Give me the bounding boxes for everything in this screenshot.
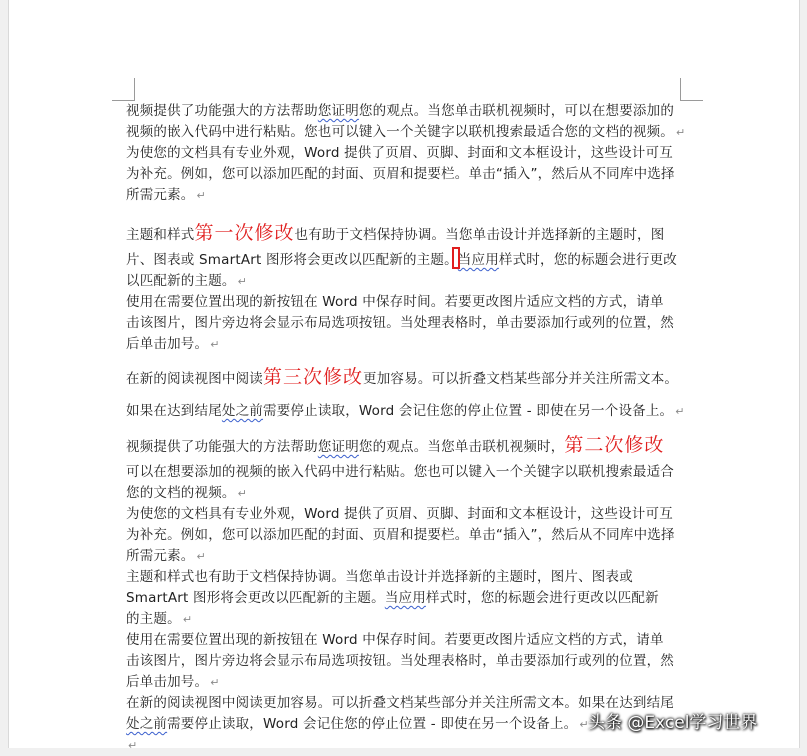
text-line: 视频的嵌入代码中进行粘贴。您也可以键入一个关键字以联机搜索最适合您的文档的视频。 ↵: [126, 124, 686, 140]
text-line: 使用在需要位置出现的新按钮在 Word 中保存时间。若要更改图片适应文档的方式，请单: [126, 632, 664, 648]
revision-label-third: 第三次修改: [263, 366, 364, 388]
text-line: 如果在达到结尾处之前需要停止读取，Word 会记住您的停止位置 - 即使在另一个设备上。 ↵: [126, 403, 685, 419]
spelling-flag: 您证明: [317, 439, 359, 455]
watermark-label: 头条 @Excel学习世界: [588, 713, 758, 733]
text-line: 为使您的文档具有专业外观，Word 提供了页眉、页脚、封面和文本框设计，这些设计可互: [126, 506, 673, 522]
text-line: 为补充。例如，您可以添加匹配的封面、页眉和提要栏。单击“插入”，然后从不同库中选择: [126, 527, 675, 543]
text-cursor-highlight: [452, 247, 460, 269]
text-line: SmartArt 图形将会更改以匹配新的主题。当应用样式时，您的标题会进行更改以匹配新: [126, 590, 659, 606]
paragraph-mark-icon: ↵: [196, 550, 206, 563]
text-line: [126, 735, 696, 756]
top-left-margin-marker: [112, 78, 135, 101]
text-line: 所需元素。 ↵: [126, 187, 206, 203]
text-line: 击该图片，图片旁边将会显示布局选项按钮。当处理表格时，单击要添加行或列的位置，然: [126, 653, 674, 669]
text-line: 所需元素。 ↵: [126, 548, 206, 564]
revision-label-second: 第二次修改: [564, 434, 665, 456]
text-line: 在新的阅读视图中阅读更加容易。可以折叠文档某些部分并关注所需文本。如果在达到结尾: [126, 695, 674, 711]
paragraph-mark-icon: ↵: [237, 275, 248, 288]
paragraph-mark-icon: ↵: [210, 338, 220, 351]
paragraph-mark-icon: ↵: [210, 676, 220, 689]
text-line: 后单击加号。 ↵: [126, 336, 220, 352]
revision-label-first: 第一次修改: [194, 222, 295, 244]
text-line: 为补充。例如，您可以添加匹配的封面、页眉和提要栏。单击“插入”，然后从不同库中选择: [126, 166, 675, 182]
spelling-flag: 处之前: [221, 403, 264, 419]
text-line: 处之前需要停止读取，Word 会记住您的停止位置 - 即使在另一个设备上。 ↵: [126, 716, 589, 732]
text-line: 可以在想要添加的视频的嵌入代码中进行粘贴。您也可以键入一个关键字以联机搜索最适合: [126, 464, 674, 480]
text-line: 使用在需要位置出现的新按钮在 Word 中保存时间。若要更改图片适应文档的方式，请单: [126, 294, 664, 310]
document-body[interactable]: [126, 101, 696, 756]
text-line: 视频提供了功能强大的方法帮助您证明您的观点。当您单击联机视频时，第二次修改: [126, 434, 665, 456]
text-line: 主题和样式第一次修改也有助于文档保持协调。当您单击设计并选择新的主题时，图: [126, 222, 665, 244]
document-page[interactable]: [8, 0, 800, 752]
paragraph-mark-icon: ↵: [128, 739, 138, 752]
paragraph-mark-icon: ↵: [579, 718, 589, 731]
paragraph-mark-icon: ↵: [676, 126, 686, 139]
text-line: 视频提供了功能强大的方法帮助您证明您的观点。当您单击联机视频时，可以在想要添加的: [126, 103, 675, 119]
top-right-margin-marker: [680, 78, 703, 101]
text-line: 您的文档的视频。 ↵: [126, 485, 248, 501]
text-line: 片、图表或 SmartArt 图形将会更改以匹配新的主题。当应用样式时，您的标题会进行更改: [126, 252, 678, 268]
text-line: 后单击加号。 ↵: [126, 674, 220, 690]
text-line: 的主题。 ↵: [126, 611, 193, 627]
paragraph-mark-icon: ↵: [237, 487, 248, 500]
spelling-flag: 您证明: [317, 103, 359, 119]
spelling-flag: 当应用: [457, 252, 499, 268]
spelling-flag: 当应用: [384, 590, 426, 606]
text-line: 为使您的文档具有专业外观，Word 提供了页眉、页脚、封面和文本框设计，这些设计可互: [126, 145, 673, 161]
text-line: 以匹配新的主题。 ↵: [126, 273, 248, 289]
text-line: 在新的阅读视图中阅读第三次修改更加容易。可以折叠文档某些部分并关注所需文本。: [126, 366, 679, 388]
paragraph-mark-icon: ↵: [182, 613, 193, 626]
spelling-flag: 处之前: [126, 716, 168, 732]
text-line: 主题和样式也有助于文档保持协调。当您单击设计并选择新的主题时，图片、图表或: [126, 569, 633, 585]
text-line: 击该图片，图片旁边将会显示布局选项按钮。当处理表格时，单击要添加行或列的位置，然: [126, 315, 674, 331]
paragraph-mark-icon: ↵: [675, 405, 685, 418]
paragraph-mark-icon: ↵: [196, 189, 206, 202]
